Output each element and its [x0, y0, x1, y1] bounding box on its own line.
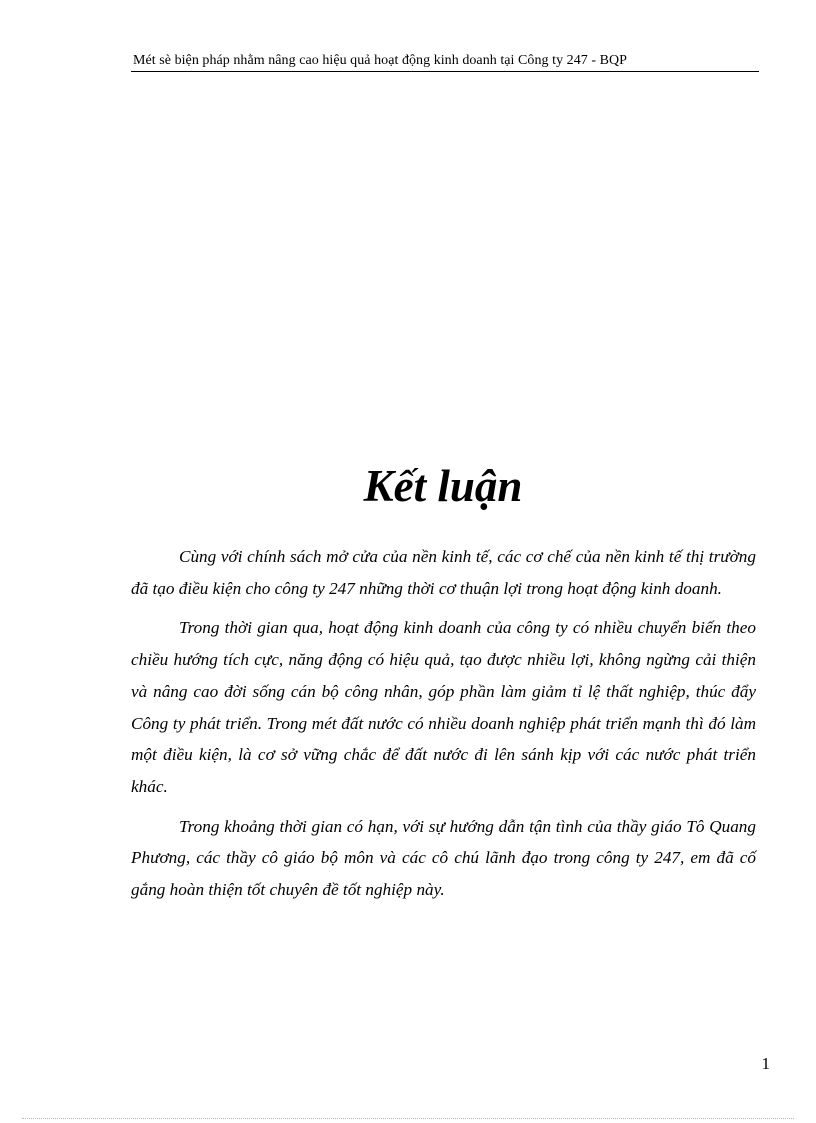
footer-rule: [22, 1118, 794, 1119]
page-number: 1: [761, 1054, 770, 1073]
paragraph: Trong thời gian qua, hoạt động kinh doanh của công ty có nhiều chuyển biến theo chiều hướng tích cực, năng động có hiệu quả, tạo được nhiều lợi, không ngừng cải thiện và nâng cao đời sống cán bộ công nhân, góp phần làm giảm tỉ lệ thất nghiệp, thúc đẩy Công ty phát triển. Trong mét đất nước có nhiều doanh nghiệp phát triển mạnh thì đó làm một điều kiện, là cơ sở vững chắc để đất nước đi lên sánh kịp với các nước phát triển khác.: [131, 618, 756, 796]
header-rule: [131, 71, 759, 72]
paragraph: Trong khoảng thời gian có hạn, với sự hướng dẫn tận tình của thầy giáo Tô Quang Phương, các thầy cô giáo bộ môn và các cô chú lãnh đạo trong công ty 247, em đã cố gắng hoàn thiện tốt chuyên đề tốt nghiệp này.: [131, 816, 756, 900]
page-title: Kết luận: [363, 461, 523, 511]
paragraph: Cùng với chính sách mở cửa của nền kinh tế, các cơ chế của nền kinh tế thị trường đã tạo điều kiện cho công ty 247 những thời cơ thuận lợi trong hoạt động kinh doanh.: [131, 547, 756, 598]
body-text: [131, 541, 756, 914]
running-header: Mét sè biện pháp nhằm nâng cao hiệu quả hoạt động kinh doanh tại Công ty 247 - BQP: [133, 53, 628, 68]
